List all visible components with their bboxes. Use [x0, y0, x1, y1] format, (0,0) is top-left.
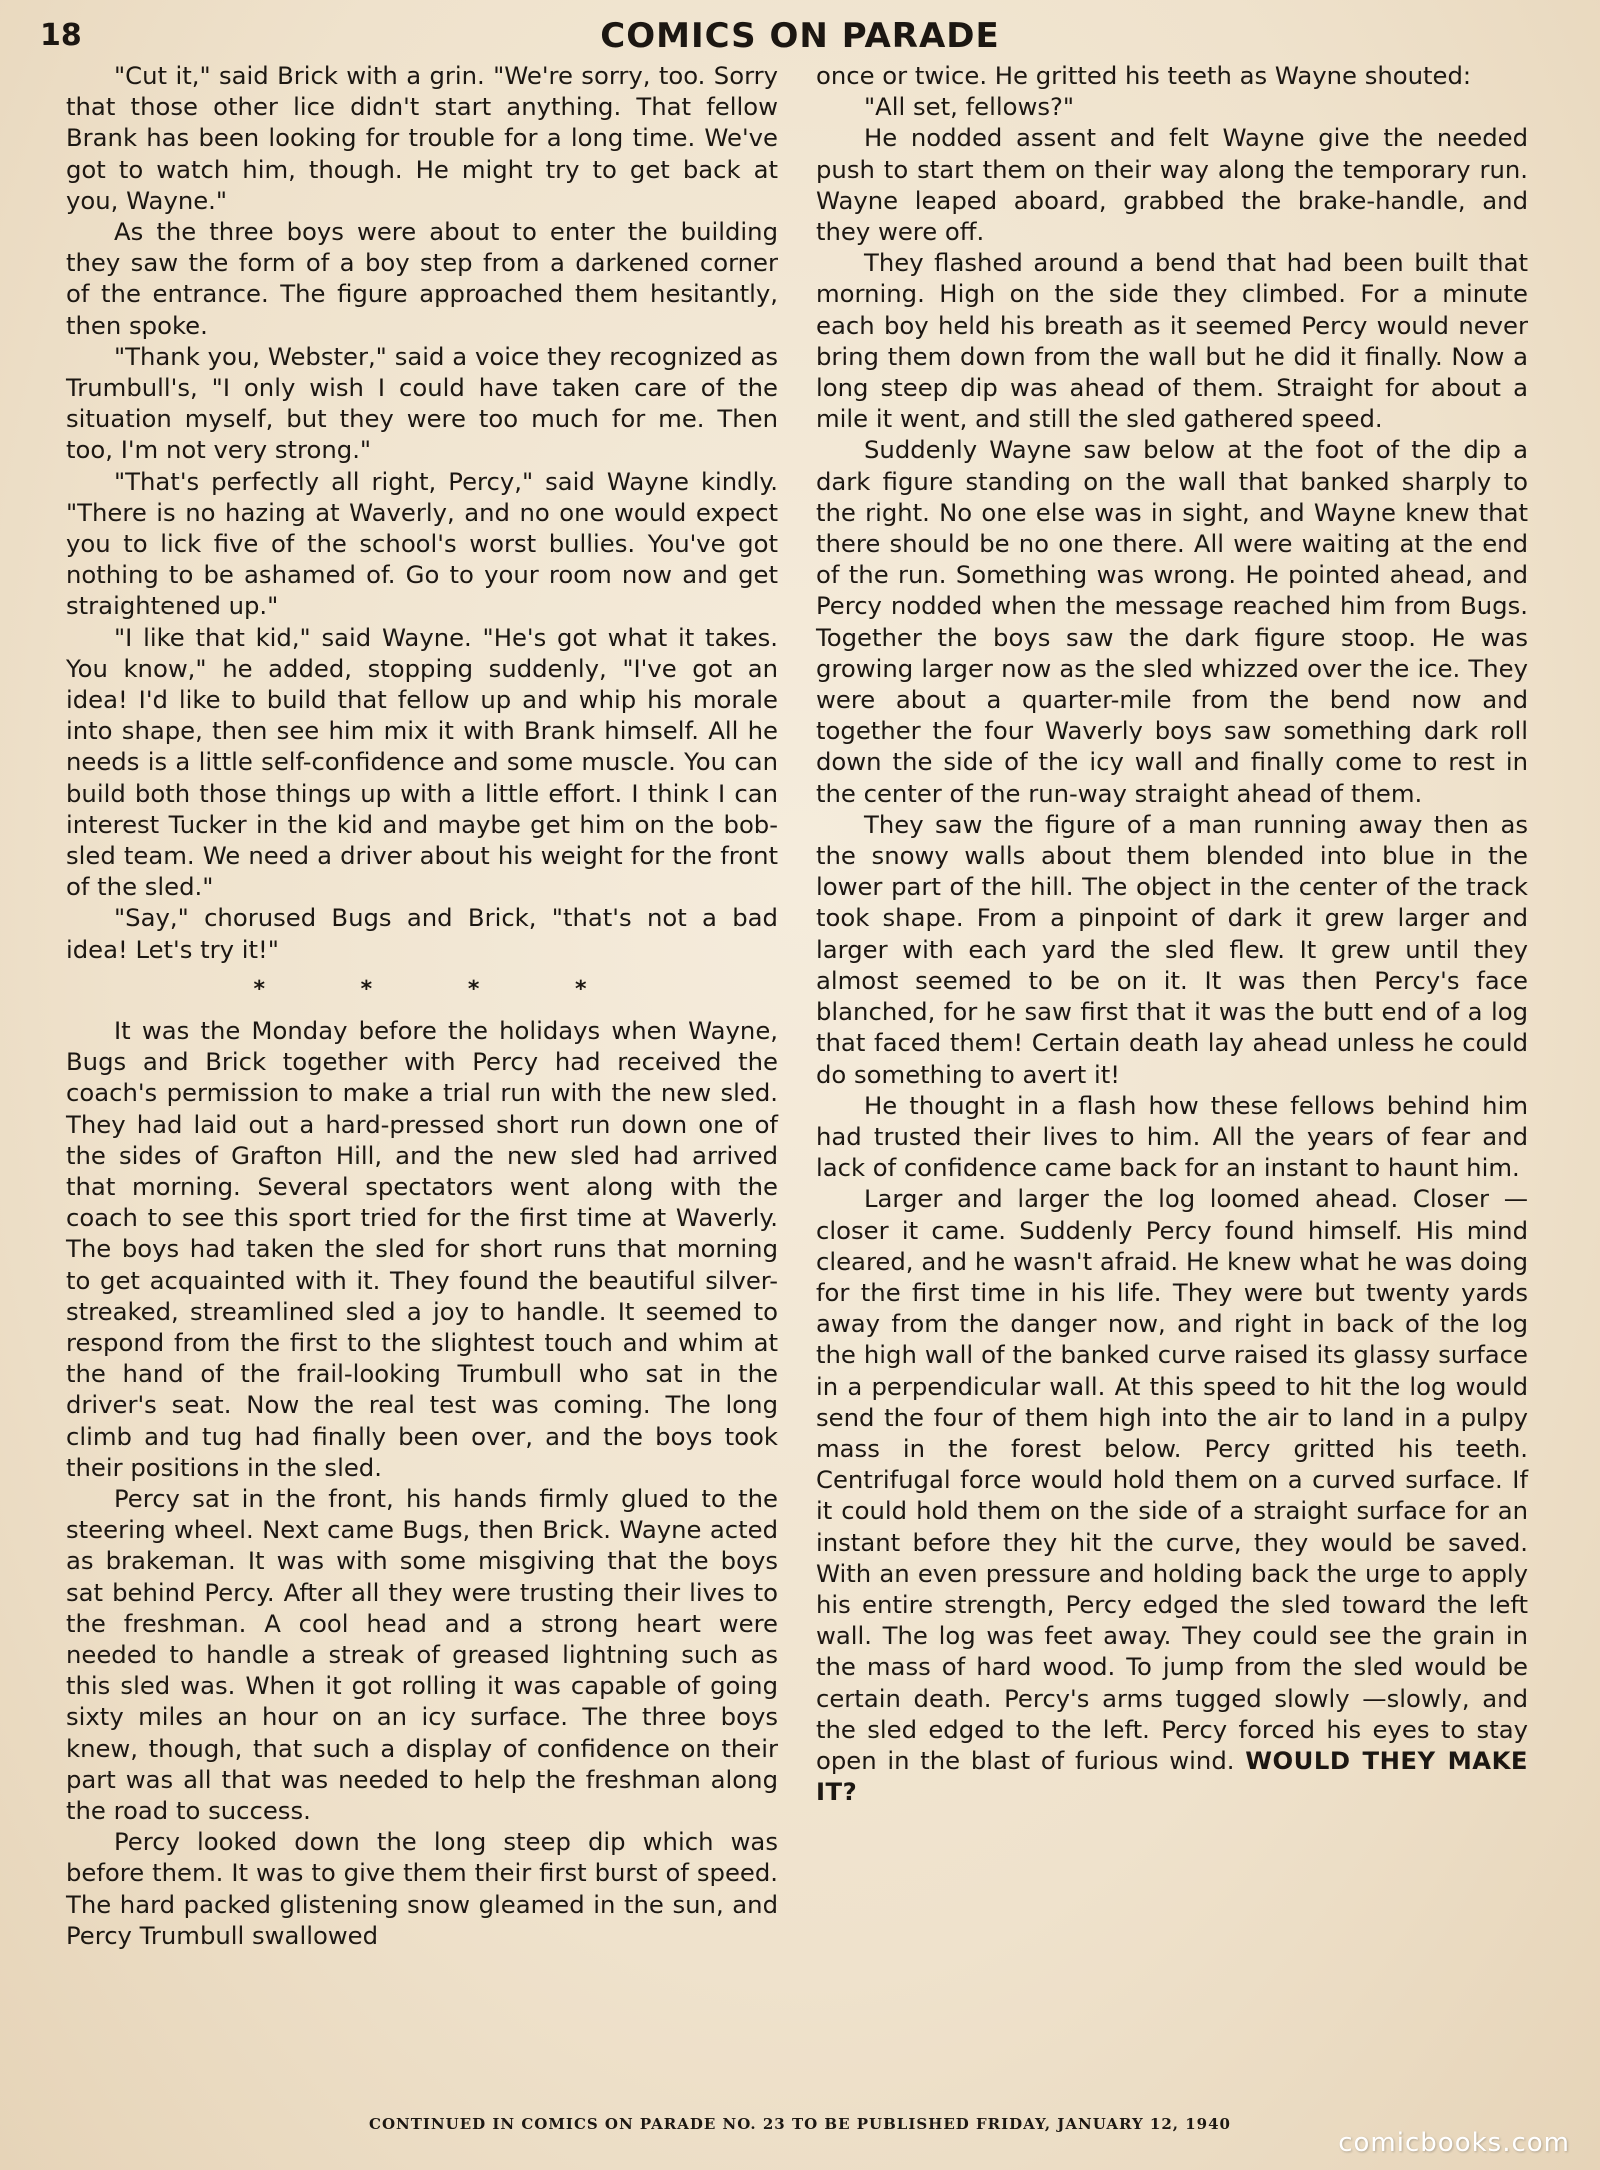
cliffhanger-text: WOULD THEY MAKE IT? [816, 1745, 1528, 1807]
paragraph: "Thank you, Webster," said a voice they recognized as Trumbull's, "I only wish I could have taken care of the situation myself, but they were too much for me. Then too, I'm not very strong." [66, 341, 778, 465]
paragraph: "Cut it," said Brick with a grin. "We're sorry, too. Sorry that those other lice didn't start anything. That fellow Brank has been looking for trouble for a long time. We've got to watch him, though. He might try to get back at you, Wayne." [66, 61, 778, 215]
paragraph: They saw the figure of a man running away then as the snowy walls about them blended into blue in the lower part of the hill. The object in the center of the track took shape. From a pinpoint of dark it grew larger and larger with each yard the sled flew. It grew until they almost seemed to be on it. It was then Percy's face blanched, for he saw first that it was the butt end of a log that faced them! Certain death lay ahead unless he could do something to avert it! [816, 809, 1528, 1089]
story-columns [66, 60, 1528, 2070]
paragraph: once or twice. He gritted his teeth as Wayne shouted: [816, 61, 1472, 90]
section-separator: * * * * [253, 976, 631, 1002]
paragraph: "I like that kid," said Wayne. "He's got what it takes. You know," he added, stopping suddenly, "I've got an idea! I'd like to build that fellow up and whip his morale into shape, then see him mix it with Brank himself. All he needs is a little self-confidence and some muscle. You can build both those things up with a little effort. I think I can interest Tucker in the kid and maybe get him on the bob-sled team. We need a driver about his weight for the front of the sled." [66, 622, 778, 902]
paragraph: He thought in a flash how these fellows behind him had trusted their lives to him. All the years of fear and lack of confidence came back for an instant to haunt him. [816, 1090, 1528, 1183]
continued-notice: CONTINUED IN COMICS ON PARADE NO. 23 TO BE PUBLISHED FRIDAY, JANUARY 12, 1940 [369, 2115, 1231, 2133]
right-column [816, 60, 1528, 2070]
paragraph: Suddenly Wayne saw below at the foot of the dip a dark figure standing on the wall that banked sharply to the right. No one else was in sight, and Wayne knew that there should be no one there. All were waiting at the end of the run. Something was wrong. He pointed ahead, and Percy nodded when the message reached him from Bugs. Together the boys saw the dark figure stoop. He was growing larger now as the sled whizzed over the ice. They were about a quarter-mile from the bend now and together the four Waverly boys saw something dark roll down the side of the icy wall and finally come to rest in the center of the run-way straight ahead of them. [816, 435, 1528, 808]
paragraph: "Say," chorused Bugs and Brick, "that's not a bad idea! Let's try it!" [66, 903, 778, 964]
page-header [40, 12, 1560, 64]
paragraph: It was the Monday before the holidays when Wayne, Bugs and Brick together with Percy had received the coach's permission to make a trial run with the new sled. They had laid out a hard-pressed short run down one of the sides of Grafton Hill, and the new sled had arrived that morning. Several spectators went along with the coach to see this sport tried for the first time at Waverly. The boys had taken the sled for short runs that morning to get acquainted with it. They found the beautiful silver-streaked, streamlined sled a joy to handle. It seemed to respond from the first to the slightest touch and whim at the hand of the frail-looking Trumbull who sat in the driver's seat. Now the real test was coming. The long climb and tug had finally been over, and the boys took their positions in the sled. [66, 1015, 778, 1482]
paragraph: "All set, fellows?" [864, 92, 1075, 122]
paragraph: They flashed around a bend that had been built that morning. High on the side they climbed. For a minute each boy held his breath as it seemed Percy would never bring them down from the wall but he did it finally. Now a long steep dip was ahead of them. Straight for about a mile it went, and still the sled gathered speed. [816, 248, 1528, 434]
paragraph: Percy looked down the long steep dip which was before them. It was to give them their first burst of speed. The hard packed glistening snow gleamed in the sun, and Percy Trumbull swallowed [66, 1827, 778, 1950]
paragraph: "That's perfectly all right, Percy," said Wayne kindly. "There is no hazing at Waverly, and no one would expect you to lick five of the school's worst bullies. You've got nothing to be ashamed of. Go to your room now and get straightened up." [66, 466, 778, 621]
paragraph: Percy sat in the front, his hands firmly glued to the steering wheel. Next came Bugs, then Brick. Wayne acted as brakeman. It was with some misgiving that the boys sat behind Percy. After all they were trusting their lives to the freshman. A cool head and a strong heart were needed to handle a streak of greased lightning such as this sled was. When it got rolling it was capable of going sixty miles an hour on an icy surface. The three boys knew, though, that such a display of confidence on their part was all that was needed to help the freshman along the road to success. [66, 1483, 778, 1825]
page-number: 18 [40, 18, 82, 53]
paragraph: As the three boys were about to enter the building they saw the form of a boy step from a darkened corner of the entrance. The figure approached them hesitantly, then spoke. [66, 217, 778, 340]
page-title: COMICS ON PARADE [600, 16, 1000, 56]
paragraph [816, 1183, 1528, 1807]
left-column [66, 60, 778, 2070]
paragraph: He nodded assent and felt Wayne give the needed push to start them on their way along the temporary run. Wayne leaped aboard, grabbed the brake-handle, and they were off. [816, 123, 1528, 247]
watermark: comicbooks.com [1338, 2128, 1570, 2158]
paragraph-text: Larger and larger the log loomed ahead. Closer —closer it came. Suddenly Percy found himself. His mind cleared, and he wasn't afraid. He knew what he was doing for the first time in his life. They were but twenty yards away from the danger now, and right in back of the log the high wall of the banked curve raised its glassy surface in a perpendicular wall. At this speed to hit the log would send the four of them high into the air to land in a pulpy mass in the forest below. Percy gritted his teeth. Centrifugal force would hold them on a curved surface. If it could hold them on the side of a straight surface for an instant before they hit the curve, they would be saved. With an even pressure and holding back the urge to apply his entire strength, Percy edged the sled toward the left wall. The log was feet away. They could see the grain in the mass of hard wood. To jump from the sled would be certain death. Percy's arms tugged slowly —slowly, and the sled edged to the left. Percy forced his eyes to stay open in the blast of furious wind. [816, 1184, 1528, 1775]
